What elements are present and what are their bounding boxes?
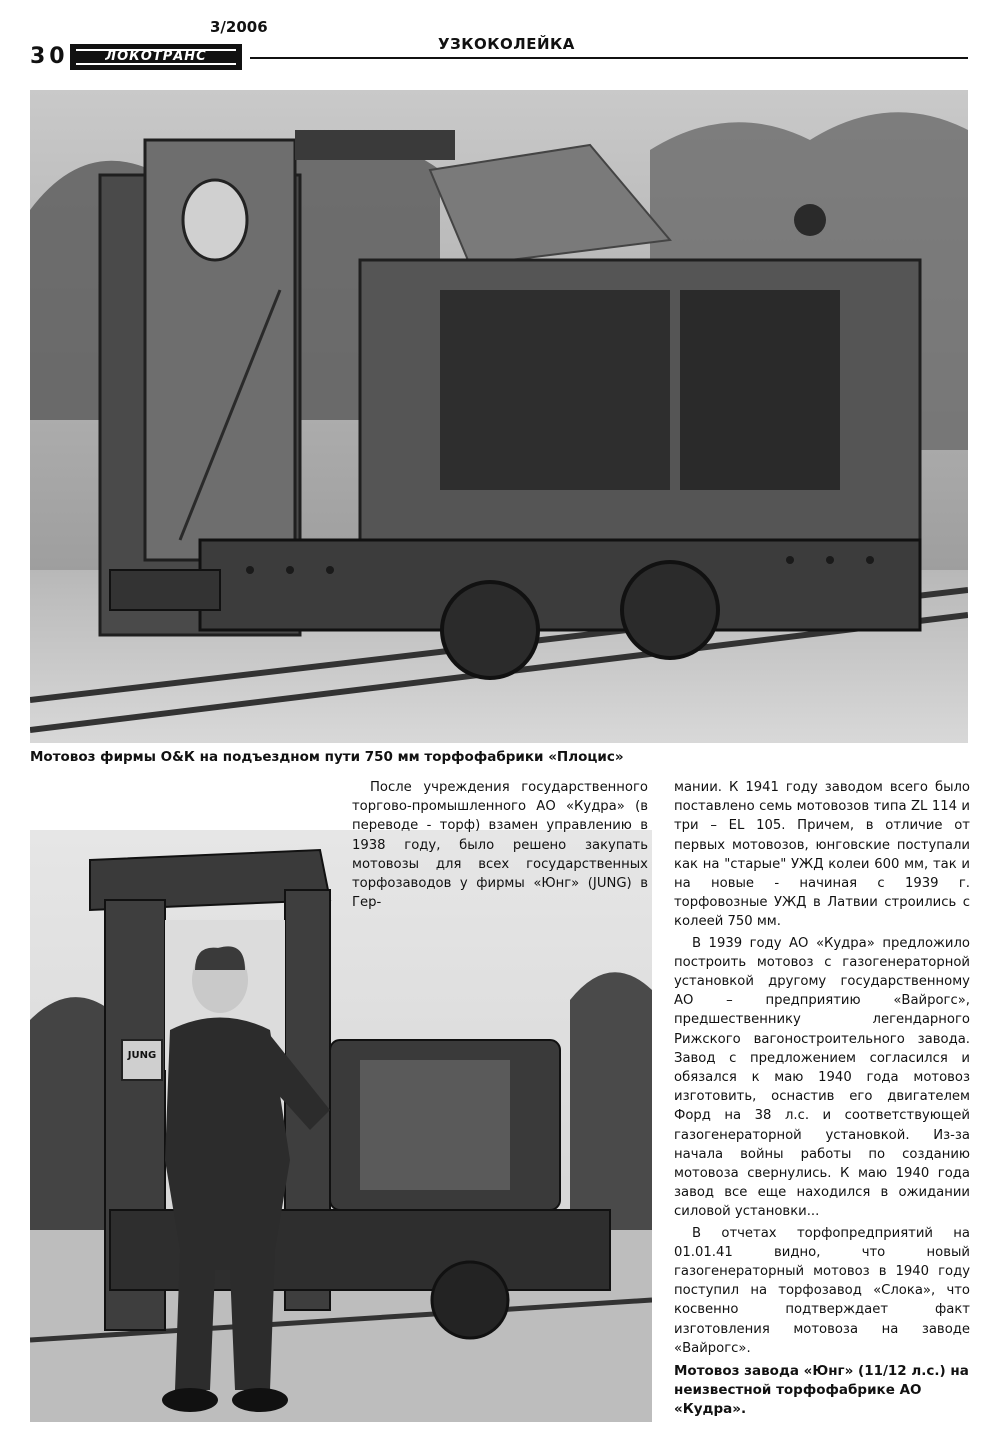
photo-caption-jung: Мотовоз завода «Юнг» (11/12 л.с.) на неизвестной торфофабрике АО «Кудра». (674, 1363, 969, 1417)
article-paragraph: В отчетах торфопредприятий на 01.01.41 видно, что новый газогенераторный мотовоз в 1940 году поступил на торфозавод «Слока», что косвенно подтверждает факт изготовления мотовоза на заводе «Вайрогс». (674, 1225, 970, 1356)
logo-text: ЛОКОТРАНС (105, 49, 207, 64)
plate-text: JUNG (127, 1050, 157, 1061)
article-paragraph: После учреждения государственного торгово-промышленного АО «Кудра» (в переводе - торф) взамен управлению в 1938 году, было решено закупать мотовозы для всех государственных торфозаводов у фирмы «Юнг» (JUNG) в Гер- (352, 780, 648, 911)
photo-jung-locomotive (30, 830, 652, 1422)
page-number: 30 (30, 44, 69, 69)
photo-ok-locomotive-image (30, 90, 968, 743)
article-paragraph: В 1939 году АО «Кудра» предложило построить мотовоз с газогенераторной установкой другому государственному АО – предприятию «Вайрогс», предшественнику легендарного Рижского вагоностроительного завода. Завод с предложением согласился и обязался к маю 1940 года мотовоз изготовить, оснастив его двигателем Форд на 38 л.с. и соответствующей газогенераторной установкой. Из-за начала войны работы по созданию мотовоза свернулись. К маю 1940 года завод все еще находился в ожидании силовой установки... (674, 935, 970, 1220)
article-column-1 (352, 778, 648, 912)
article-paragraph: мании. К 1941 году заводом всего было поставлено семь мотовозов типа ZL 114 и три – EL 105. Причем, в отличие от первых мотовозов, юнговские поступали как на "старые" УЖД колеи 600 мм, так и на новые - начиная с 1939 г. торфовозные УЖД в Латвии строились с колеей 750 мм. (674, 780, 970, 930)
article-column-2 (674, 778, 970, 1358)
issue-number: 3/2006 (210, 18, 268, 36)
photo-ok-locomotive (30, 90, 968, 743)
photo-caption-ok: Мотовоз фирмы О&К на подъездном пути 750 мм торфофабрики «Плоцис» (30, 749, 624, 765)
magazine-logo (70, 44, 242, 70)
header-rule (250, 57, 968, 59)
logo-frame (76, 49, 236, 65)
section-title: УЗКОКОЛЕЙКА (438, 35, 575, 53)
photo-jung-locomotive-image (30, 830, 652, 1422)
